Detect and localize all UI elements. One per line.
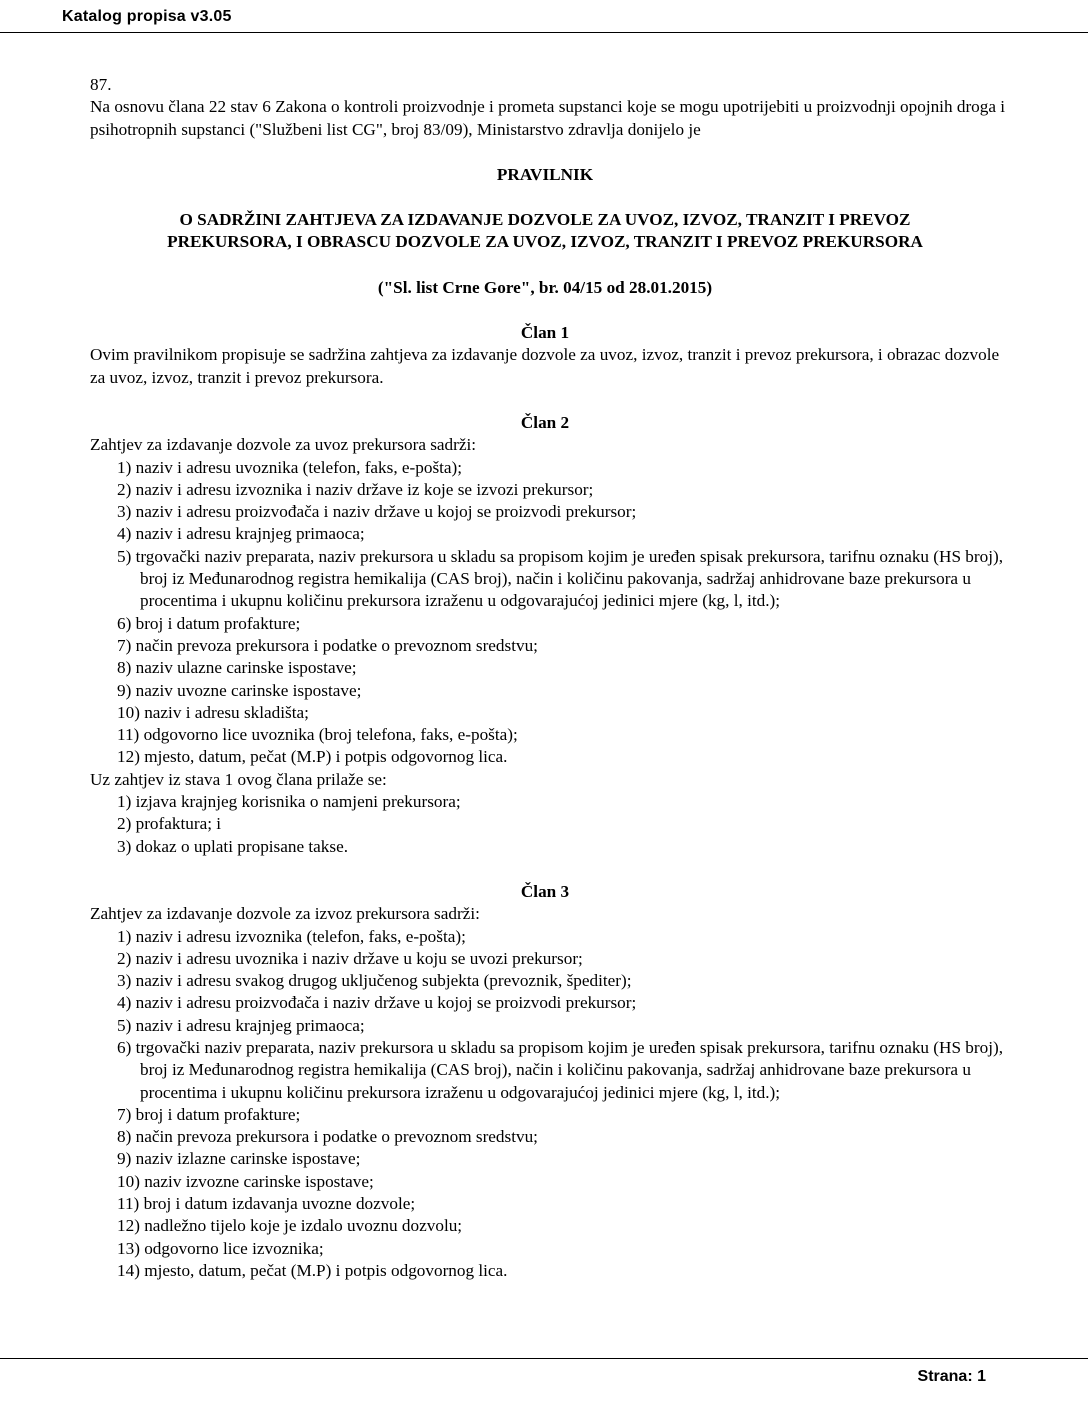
list-item: 1) naziv i adresu uvoznika (telefon, faks, e-pošta); — [117, 457, 463, 477]
list-item: 11) broj i datum izdavanja uvozne dozvole; — [117, 1194, 416, 1214]
article-1-heading: Član 1 — [520, 323, 570, 343]
document-subtitle-line2: PREKURSORA, I OBRASCU DOZVOLE ZA UVOZ, IZVOZ, TRANZIT I PREVOZ PREKURSORA — [167, 232, 923, 252]
page-footer — [0, 1358, 1088, 1385]
article-2-heading: Član 2 — [520, 412, 570, 432]
document-number: 87. — [90, 75, 112, 94]
article-1-text: Ovim pravilnikom propisuje se sadržina zahtjeva za izdavanje dozvole za uvoz, izvoz, tranzit i prevoz prekursora, i obrazac dozvole za uvoz, izvoz, tranzit i prevoz prekursora. — [90, 345, 1000, 387]
list-item: 7) način prevoza prekursora i podatke o prevoznom sredstvu; — [117, 635, 538, 655]
page-number: Strana: 1 — [917, 1368, 986, 1385]
gazette-source: ("Sl. list Crne Gore", br. 04/15 od 28.01.2015) — [377, 277, 713, 297]
list-item: 2) naziv i adresu uvoznika i naziv države u koju se uvozi prekursor; — [117, 948, 583, 968]
article-2-attachments-intro: Uz zahtjev iz stava 1 ovog člana prilaže se: — [90, 769, 387, 789]
list-item: 12) nadležno tijelo koje je izdalo uvoznu dozvolu; — [117, 1216, 463, 1236]
document-body — [77, 74, 1013, 1282]
list-item: 3) naziv i adresu svakog drugog uključenog subjekta (prevoznik, špediter); — [117, 971, 632, 991]
list-item: 6) trgovački naziv preparata, naziv prekursora u skladu sa propisom kojim je uređen spisak prekursora, tarifnu oznaku (HS broj), broj iz Međunarodnog registra hemikalija (CAS broj), način i količinu pakovanja, sadržaj anhidrovane baze prekursora u procentima i ukupnu količinu prekursora izraženu u odgovarajućoj jedinici mjere (kg, l, itd.); — [117, 1037, 1004, 1102]
list-item: 8) način prevoza prekursora i podatke o prevoznom sredstvu; — [117, 1127, 538, 1147]
list-item: 3) naziv i adresu proizvođača i naziv države u kojoj se proizvodi prekursor; — [117, 502, 637, 522]
list-item: 14) mjesto, datum, pečat (M.P) i potpis odgovornog lica. — [117, 1260, 508, 1280]
article-2-intro: Zahtjev za izdavanje dozvole za uvoz prekursora sadrži: — [90, 435, 477, 455]
list-item: 2) naziv i adresu izvoznika i naziv države iz koje se izvozi prekursor; — [117, 479, 594, 499]
list-item: 5) trgovački naziv preparata, naziv prekursora u skladu sa propisom kojim je uređen spisak prekursora, tarifnu oznaku (HS broj), broj iz Međunarodnog registra hemikalija (CAS broj), način i količinu pakovanja, sadržaj anhidrovane baze prekursora u procentima i ukupnu količinu prekursora izraženu u odgovarajućoj jedinici mjere (kg, l, itd.); — [117, 546, 1004, 611]
list-item: 10) naziv izvozne carinske ispostave; — [117, 1171, 374, 1191]
list-item: 5) naziv i adresu krajnjeg primaoca; — [117, 1015, 365, 1035]
list-item: 8) naziv ulazne carinske ispostave; — [117, 658, 357, 678]
list-item: 11) odgovorno lice uvoznika (broj telefona, faks, e-pošta); — [117, 725, 518, 745]
preamble: Na osnovu člana 22 stav 6 Zakona o kontroli proizvodnje i prometa supstanci koje se mogu upotrijebiti u proizvodnji opojnih droga i psihotropnih supstanci ("Službeni list CG", broj 83/09), Ministarstvo zdravlja donijelo je — [90, 97, 1006, 139]
list-item: 12) mjesto, datum, pečat (M.P) i potpis odgovornog lica. — [117, 747, 508, 767]
list-item: 9) naziv uvozne carinske ispostave; — [117, 680, 362, 700]
article-2-attachments-list — [77, 791, 1013, 858]
page-header — [0, 0, 1088, 33]
list-item: 4) naziv i adresu proizvođača i naziv države u kojoj se proizvodi prekursor; — [117, 993, 637, 1013]
article-2-list — [77, 457, 1013, 769]
list-item: 3) dokaz o uplati propisane takse. — [117, 836, 349, 856]
list-item: 1) izjava krajnjeg korisnika o namjeni prekursora; — [117, 792, 461, 812]
article-3-intro: Zahtjev za izdavanje dozvole za izvoz prekursora sadrži: — [90, 904, 480, 924]
article-3-list — [77, 926, 1013, 1283]
article-3-heading: Član 3 — [520, 881, 570, 901]
list-item: 9) naziv izlazne carinske ispostave; — [117, 1149, 361, 1169]
list-item: 13) odgovorno lice izvoznika; — [117, 1238, 324, 1258]
list-item: 2) profaktura; i — [117, 814, 222, 834]
list-item: 6) broj i datum profakture; — [117, 613, 301, 633]
list-item: 4) naziv i adresu krajnjeg primaoca; — [117, 524, 365, 544]
catalog-title: Katalog propisa v3.05 — [62, 8, 232, 25]
list-item: 1) naziv i adresu izvoznika (telefon, faks, e-pošta); — [117, 926, 466, 946]
list-item: 7) broj i datum profakture; — [117, 1104, 301, 1124]
document-title: PRAVILNIK — [496, 164, 594, 184]
document-subtitle-line1: O SADRŽINI ZAHTJEVA ZA IZDAVANJE DOZVOLE ZA UVOZ, IZVOZ, TRANZIT I PREVOZ — [179, 210, 911, 230]
list-item: 10) naziv i adresu skladišta; — [117, 702, 309, 722]
